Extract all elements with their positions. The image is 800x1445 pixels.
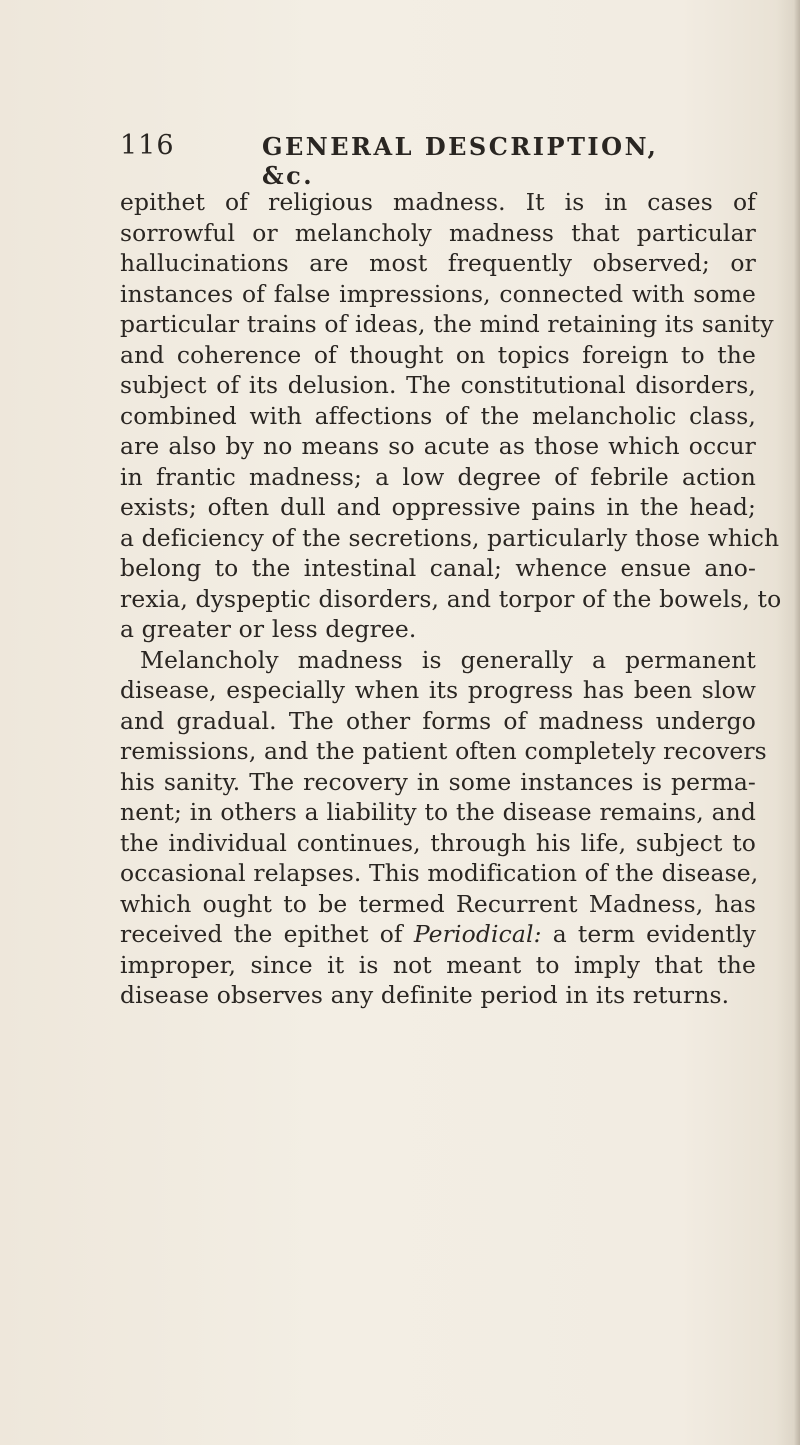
paragraph-1 (120, 187, 782, 645)
text-line: in frantic madness; a low degree of febrile action (120, 462, 756, 491)
text-line: which ought to be termed Recurrent Madness, has (120, 889, 756, 918)
text-line: his sanity. The recovery in some instances is perma- (120, 767, 756, 796)
text-line: instances of false impressions, connected with some (120, 279, 756, 308)
text-line: particular trains of ideas, the mind retaining its sanity (120, 310, 774, 338)
body-text (120, 187, 782, 1011)
text-line: are also by no means so acute as those which occur (120, 432, 756, 460)
text-line: belong to the intestinal canal; whence ensue ano- (120, 554, 756, 582)
text-run: received the epithet of (120, 920, 414, 948)
text-line: hallucinations are most frequently observed; or (120, 249, 756, 277)
text-line: rexia, dyspeptic disorders, and torpor of the bowels, to (120, 584, 782, 613)
text-line: sorrowful or melancholy madness that particular (120, 218, 756, 247)
text-line: occasional relapses. This modification of the disease, (120, 859, 759, 887)
text-line: subject of its delusion. The constitutional disorders, (120, 371, 756, 399)
italic-term: Periodical: (413, 920, 542, 948)
text-line: disease, especially when its progress has been slow (120, 676, 756, 704)
text-line: combined with affections of the melancholic class, (120, 401, 756, 430)
text-line: exists; often dull and oppressive pains in the head; (120, 493, 756, 521)
running-title: GENERAL DESCRIPTION, &c. (262, 132, 659, 190)
text-line: disease observes any definite period in its returns. (120, 981, 730, 1009)
text-line: nent; in others a liability to the disease remains, and (120, 798, 756, 826)
text-line: epithet of religious madness. It is in cases of (120, 188, 756, 216)
running-head (120, 130, 680, 190)
page-edge-shadow (794, 0, 800, 1445)
text-line: improper, since it is not meant to imply that the (120, 950, 756, 979)
text-line: Melancholy madness is generally a permanent (140, 645, 756, 674)
text-line: a deficiency of the secretions, particularly those which (120, 523, 780, 552)
text-line: the individual continues, through his life, subject to (120, 828, 756, 857)
paragraph-2 (120, 645, 767, 1011)
text-line: and gradual. The other forms of madness undergo (120, 706, 756, 735)
text-run: a term evidently (541, 920, 757, 948)
page-number: 116 (120, 130, 175, 161)
text-line: and coherence of thought on topics foreign to the (120, 340, 756, 369)
text-line: a greater or less degree. (120, 615, 417, 643)
text-line: remissions, and the patient often completely recovers (120, 737, 767, 765)
text-line-mixed (120, 919, 756, 950)
